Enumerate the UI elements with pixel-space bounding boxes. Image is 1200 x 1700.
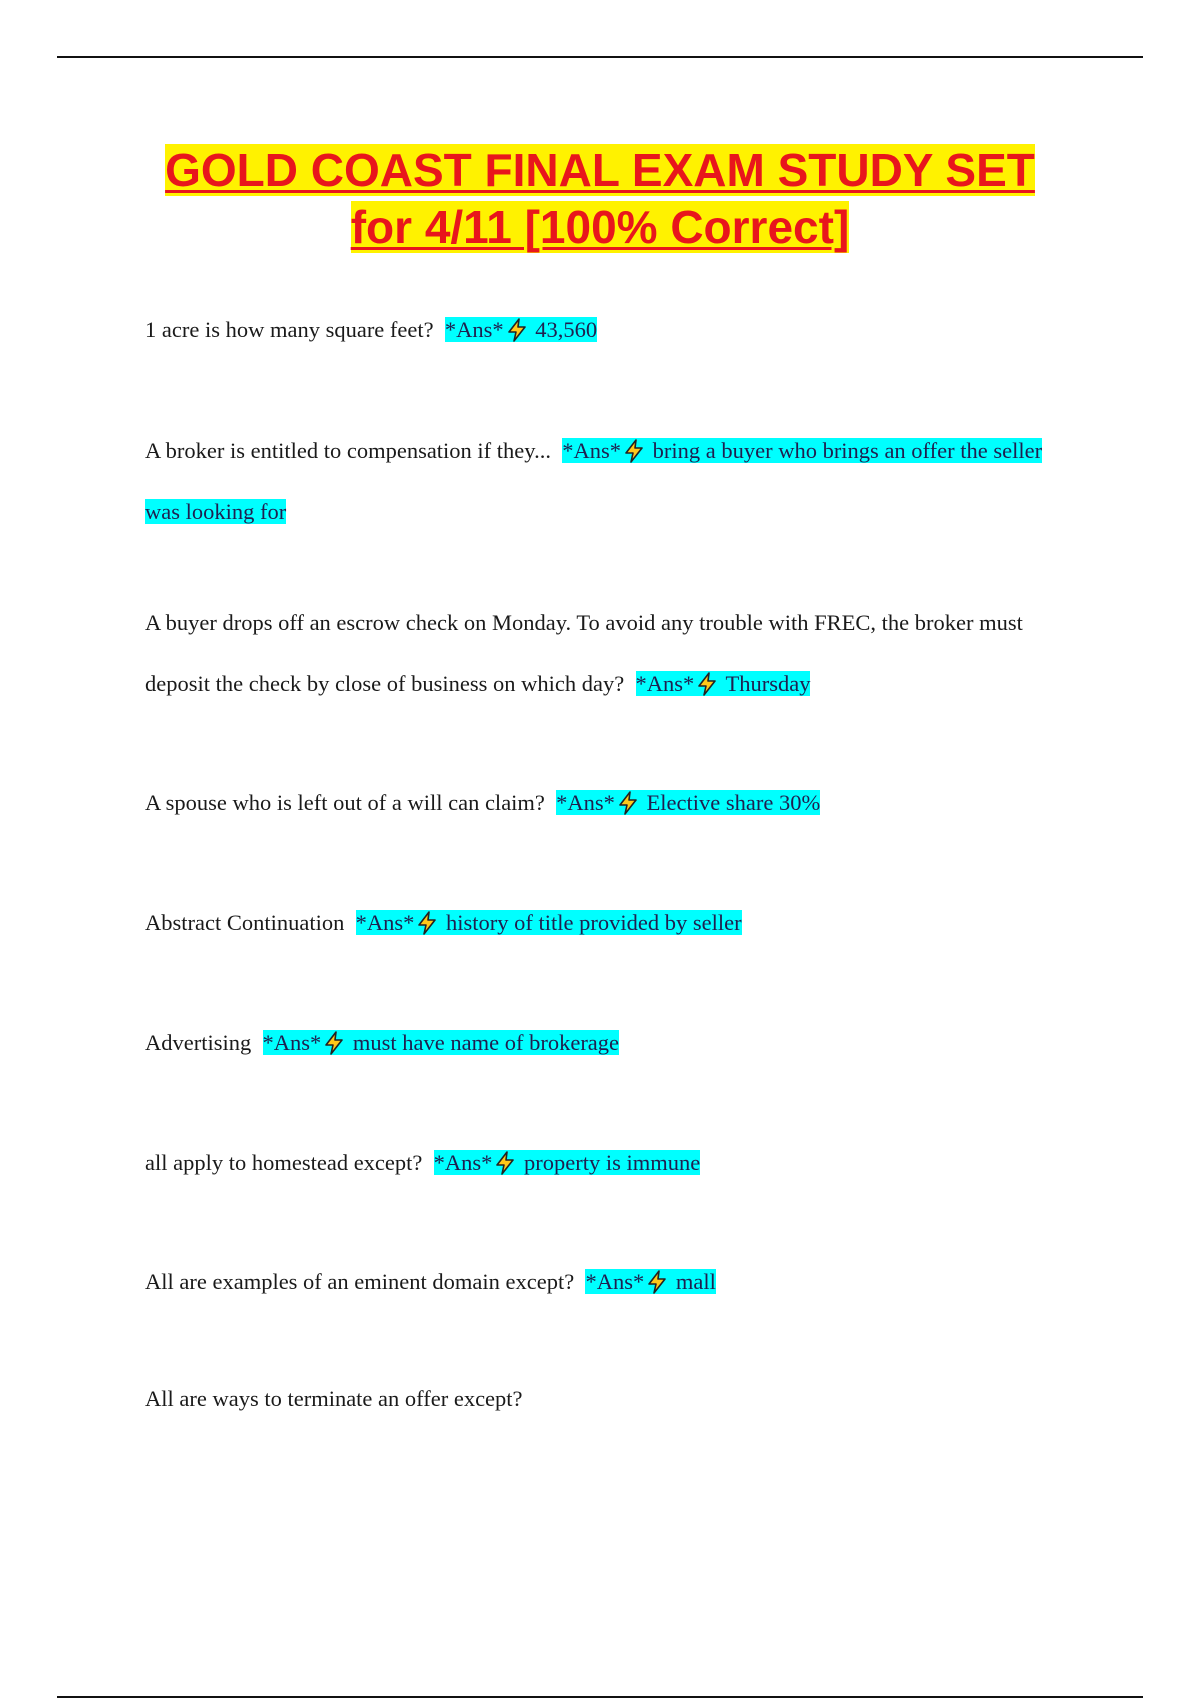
answer-highlight	[356, 910, 742, 935]
qa-item	[145, 772, 1065, 833]
answer-text: must have name of brokerage	[352, 1030, 620, 1055]
question-text: Abstract Continuation	[145, 910, 345, 935]
answer-marker: *Ans*	[262, 1030, 322, 1055]
document-title	[0, 142, 1200, 256]
answer-text: 43,560	[535, 317, 598, 342]
question-text: All are ways to terminate an offer except?	[145, 1386, 523, 1411]
answer-highlight	[636, 671, 811, 696]
answer-highlight	[585, 1269, 715, 1294]
question-text: 1 acre is how many square feet?	[145, 317, 434, 342]
answer-marker: *Ans*	[444, 317, 504, 342]
answer-marker: *Ans*	[556, 790, 615, 815]
answer-text: property is immune	[524, 1150, 701, 1175]
bottom-rule	[57, 1696, 1143, 1698]
answer-text: Elective share 30%	[646, 790, 821, 815]
question-text: A broker is entitled to compensation if they...	[145, 438, 551, 463]
qa-item	[145, 1132, 1065, 1193]
lightning-bolt-icon	[696, 672, 718, 696]
title-line-2: for 4/11 [100% Correct]	[350, 201, 850, 253]
title-line-1: GOLD COAST FINAL EXAM STUDY SET	[165, 144, 1035, 196]
question-text: Advertising	[145, 1030, 252, 1055]
qa-item	[145, 592, 1065, 714]
lightning-bolt-icon	[506, 318, 528, 342]
question-text: A buyer drops off an escrow check on Monday. To avoid any trouble with FREC, the broker must deposit the check by close of business on which day?	[145, 610, 1023, 696]
lightning-bolt-icon	[617, 791, 639, 815]
lightning-bolt-icon	[646, 1270, 668, 1294]
answer-marker: *Ans*	[585, 1269, 645, 1294]
qa-item	[145, 1368, 1065, 1429]
lightning-bolt-icon	[323, 1031, 345, 1055]
qa-item	[145, 1012, 1065, 1073]
qa-item	[145, 299, 1065, 360]
answer-marker: *Ans*	[635, 671, 695, 696]
lightning-bolt-icon	[416, 911, 438, 935]
question-text: A spouse who is left out of a will can claim?	[145, 790, 545, 815]
lightning-bolt-icon	[623, 439, 645, 463]
answer-marker: *Ans*	[433, 1150, 493, 1175]
answer-highlight	[263, 1030, 620, 1055]
answer-marker: *Ans*	[562, 438, 621, 463]
qa-item	[145, 1251, 1065, 1312]
qa-item	[145, 420, 1065, 542]
answer-text: history of title provided by seller	[446, 910, 742, 935]
question-text: all apply to homestead except?	[145, 1150, 423, 1175]
qa-item	[145, 892, 1065, 953]
answer-text: bring a buyer who brings an offer the seller was looking for	[145, 438, 1043, 524]
answer-highlight	[445, 317, 597, 342]
question-text: All are examples of an eminent domain except?	[145, 1269, 575, 1294]
answer-marker: *Ans*	[355, 910, 415, 935]
answer-text: mall	[675, 1269, 716, 1294]
answer-highlight	[434, 1150, 701, 1175]
lightning-bolt-icon	[494, 1151, 516, 1175]
answer-text: Thursday	[725, 671, 811, 696]
answer-highlight	[556, 790, 820, 815]
top-rule	[57, 56, 1143, 58]
